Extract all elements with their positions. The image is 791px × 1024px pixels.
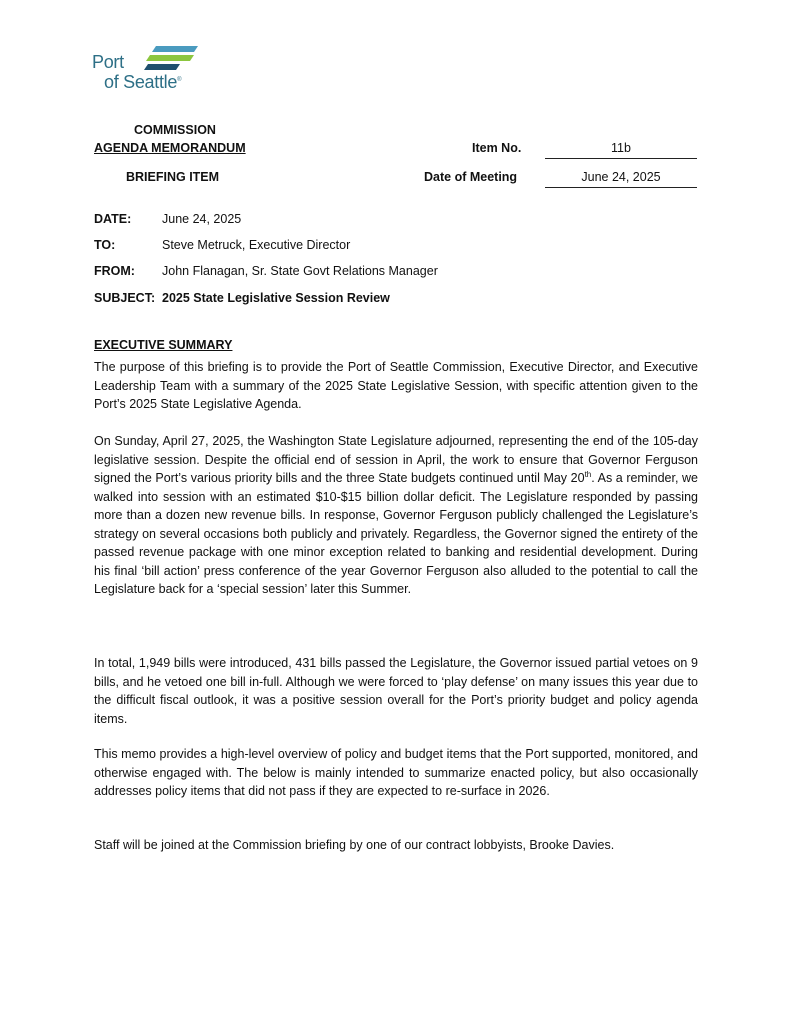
to-value: Steve Metruck, Executive Director <box>162 238 351 252</box>
to-label: TO: <box>94 238 116 252</box>
paragraph-session-overview: On Sunday, April 27, 2025, the Washington State Legislature adjourned, representing the end of the 105-day legislative session. Despite the official end of session in April, the work to ensure that Governor Ferguson signed the Port’s various priority bills and the three State budgets continued until May 20th. As a reminder, we walked into session with an estimated $10-$15 billion dollar deficit. The Legislature responded by passing more than a dozen new revenue bills. In response, Governor Ferguson publicly challenged the Legislature’s strategy on several occasions both publicly and privately. Regardless, the Governor signed the entirety of the passed revenue package with one minor exception related to banking and residential development. During his final ‘bill action’ press conference of the year Governor Ferguson also alluded to the potential to call the Legislature back for a ‘special session’ later this Summer. <box>94 434 698 596</box>
date-of-meeting-label: Date of Meeting <box>424 170 518 184</box>
agenda-memorandum-heading: AGENDA MEMORANDUM <box>94 141 246 155</box>
logo-text-port: Port <box>92 52 124 72</box>
paragraph-purpose: The purpose of this briefing is to provide the Port of Seattle Commission, Executive Director, and Executive Leadership Team with a summary of the 2025 State Legislative Session, with specific attention given to the Port’s 2025 State Legislative Agenda. <box>94 360 698 411</box>
briefing-item-heading: BRIEFING ITEM <box>126 170 220 184</box>
date-of-meeting-value: June 24, 2025 <box>545 170 697 188</box>
paragraph-memo-scope: This memo provides a high-level overview of policy and budget items that the Port supported, monitored, and otherwise engaged with. The below is mainly intended to summarize enacted policy, but also occasionally addresses policy items that did not pass if they are expected to re-surface in 2026. <box>94 747 698 798</box>
commission-heading: COMMISSION <box>134 123 216 137</box>
executive-summary-heading: EXECUTIVE SUMMARY <box>94 338 233 352</box>
subject-label: SUBJECT: <box>94 291 156 305</box>
from-value: John Flanagan, Sr. State Govt Relations Manager <box>162 264 438 278</box>
date-label: DATE: <box>94 212 132 226</box>
paragraph-staff-note: Staff will be joined at the Commission briefing by one of our contract lobbyists, Brooke Davies. <box>94 838 615 852</box>
subject-value: 2025 State Legislative Session Review <box>162 291 390 305</box>
date-value: June 24, 2025 <box>162 212 242 226</box>
item-no-label: Item No. <box>472 141 522 155</box>
item-no-value: 11b <box>545 141 697 159</box>
port-of-seattle-logo <box>92 44 202 94</box>
paragraph-bill-totals: In total, 1,949 bills were introduced, 431 bills passed the Legislature, the Governor issued partial vetoes on 9 bills, and he vetoed one bill in-full. Although we were forced to ‘play defense’ on many issues this year due to the difficult fiscal outlook, it was a positive session overall for the Port’s priority budget and policy agenda items. <box>94 656 698 726</box>
from-label: FROM: <box>94 264 135 278</box>
logo-text-of-seattle: of Seattle® <box>104 72 182 92</box>
